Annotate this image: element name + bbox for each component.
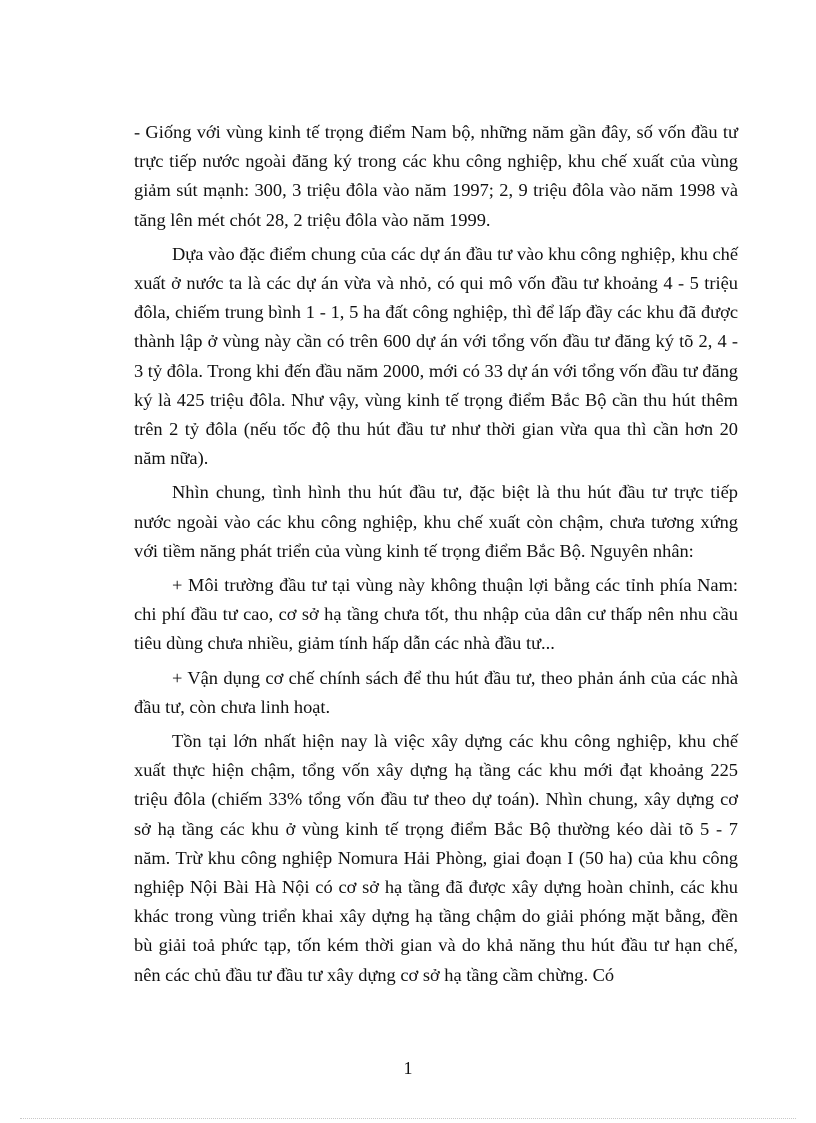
paragraph-fdi-decline: - Giống với vùng kinh tế trọng điểm Nam bộ, những năm gần đây, số vốn đầu tư trực tiếp nước ngoài đăng ký trong các khu công nghiệp, khu chế xuất của vùng giảm sút mạnh: 300, 3 triệu đôla vào năm 1997; 2, 9 triệu đôla vào năm 1998 và tăng lên mét chót 28, 2 triệu đôla vào năm 1999. [134,122,738,230]
paragraph-reason-environment: + Môi trường đầu tư tại vùng này không thuận lợi bằng các tỉnh phía Nam: chi phí đầu tư cao, cơ sở hạ tầng chưa tốt, thu nhập của dân cư thấp nên nhu cầu tiêu dùng chưa nhiều, giảm tính hấp dẫn các nhà đầu tư... [134,575,738,654]
page-bottom-divider [20,1118,796,1119]
paragraph-infrastructure: Tồn tại lớn nhất hiện nay là việc xây dựng các khu công nghiệp, khu chế xuất thực hiện chậm, tổng vốn xây dựng hạ tầng các khu mới đạt khoảng 225 triệu đôla (chiếm 33% tổng vốn đầu tư theo dự toán). Nhìn chung, xây dựng cơ sở hạ tầng các khu ở vùng kinh tế trọng điểm Bắc Bộ thường kéo dài tõ 5 - 7 năm. Trừ khu công nghiệp Nomura Hải Phòng, giai đoạn I (50 ha) của khu công nghiệp Nội Bài Hà Nội có cơ sở hạ tầng đã được xây dựng hoàn chỉnh, các khu khác trong vùng triển khai xây dựng hạ tầng chậm do giải phóng mặt bằng, đền bù giải toả phức tạp, tốn kém thời gian và do khả năng thu hút đầu tư hạn chế, nên các chủ đầu tư đầu tư xây dựng cơ sở hạ tầng cầm chừng. Có [134,731,738,985]
paragraph-investment-overview: Nhìn chung, tình hình thu hút đầu tư, đặc biệt là thu hút đầu tư trực tiếp nước ngoài vào các khu công nghiệp, khu chế xuất còn chậm, chưa tương xứng với tiềm năng phát triển của vùng kinh tế trọng điểm Bắc Bộ. Nguyên nhân: [134,482,738,561]
document-body [134,118,738,995]
paragraph-project-scale: Dựa vào đặc điểm chung của các dự án đầu tư vào khu công nghiệp, khu chế xuất ở nước ta là các dự án vừa và nhỏ, có qui mô vốn đầu tư khoảng 4 - 5 triệu đôla, chiếm trung bình 1 - 1, 5 ha đất công nghiệp, thì để lấp đầy các khu đã được thành lập ở vùng này cần có trên 600 dự án với tổng vốn đầu tư đăng ký tõ 2, 4 - 3 tỷ đôla. Trong khi đến đầu năm 2000, mới có 33 dự án với tổng vốn đầu tư đăng ký là 425 triệu đôla. Như vậy, vùng kinh tế trọng điểm Bắc Bộ cần thu hút thêm trên 2 tỷ đôla (nếu tốc độ thu hút đầu tư như thời gian vừa qua thì cần hơn 20 năm nữa). [134,243,738,469]
page-number: 1 [403,1058,413,1078]
paragraph-reason-policy: + Vận dụng cơ chế chính sách để thu hút đầu tư, theo phản ánh của các nhà đầu tư, còn chưa linh hoạt. [134,667,738,717]
